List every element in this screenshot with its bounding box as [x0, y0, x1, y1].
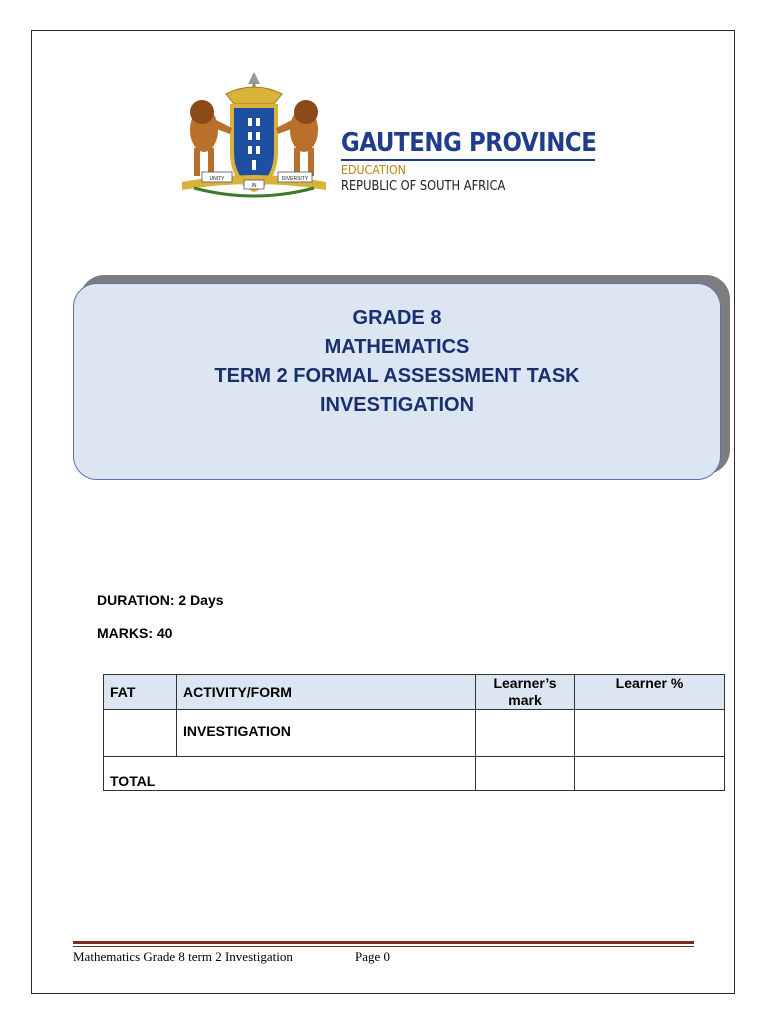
table-cell-total: TOTAL: [104, 757, 476, 791]
duration-label: DURATION: 2 Days: [97, 592, 224, 608]
brand-department: EDUCATION: [341, 163, 406, 177]
coat-of-arms-icon: [174, 72, 334, 202]
table-cell: [104, 710, 177, 757]
table-cell[interactable]: [575, 757, 725, 791]
title-task: TERM 2 FORMAL ASSESSMENT TASK: [214, 365, 580, 387]
table-cell: INVESTIGATION: [177, 710, 476, 757]
brand-title: GAUTENG PROVINCE: [341, 128, 597, 158]
header-learner-mark: Learner’s mark: [476, 675, 575, 710]
crest-icon: [226, 72, 282, 104]
table-header-row: [104, 675, 725, 710]
header-learner-percent: Learner %: [575, 675, 725, 710]
footer-page-number: Page 0: [355, 949, 391, 964]
header-fat: FAT: [104, 675, 177, 710]
footer-title: Mathematics Grade 8 term 2 Investigation: [73, 949, 293, 964]
table-cell[interactable]: [476, 710, 575, 757]
title-type: INVESTIGATION: [319, 394, 475, 416]
score-table: [103, 674, 725, 791]
motto-diversity: DIVERSITY: [281, 176, 309, 182]
table-cell[interactable]: [575, 710, 725, 757]
footer-rule-thin: [73, 946, 694, 947]
table-row: [104, 710, 725, 757]
table-row: [104, 757, 725, 791]
lion-right-icon: [276, 100, 318, 176]
footer-rule: [73, 941, 694, 944]
header-activity: ACTIVITY/FORM: [177, 675, 476, 710]
motto-in: IN: [251, 183, 257, 189]
title-grade: GRADE 8: [352, 307, 442, 329]
table-cell[interactable]: [476, 757, 575, 791]
brand-country: REPUBLIC OF SOUTH AFRICA: [341, 179, 506, 194]
motto-unity: UNITY: [209, 176, 225, 182]
title-subject: MATHEMATICS: [324, 336, 470, 358]
title-box: [73, 283, 721, 480]
brand-underline: [341, 159, 595, 161]
lion-left-icon: [190, 100, 232, 176]
marks-label: MARKS: 40: [97, 625, 173, 641]
